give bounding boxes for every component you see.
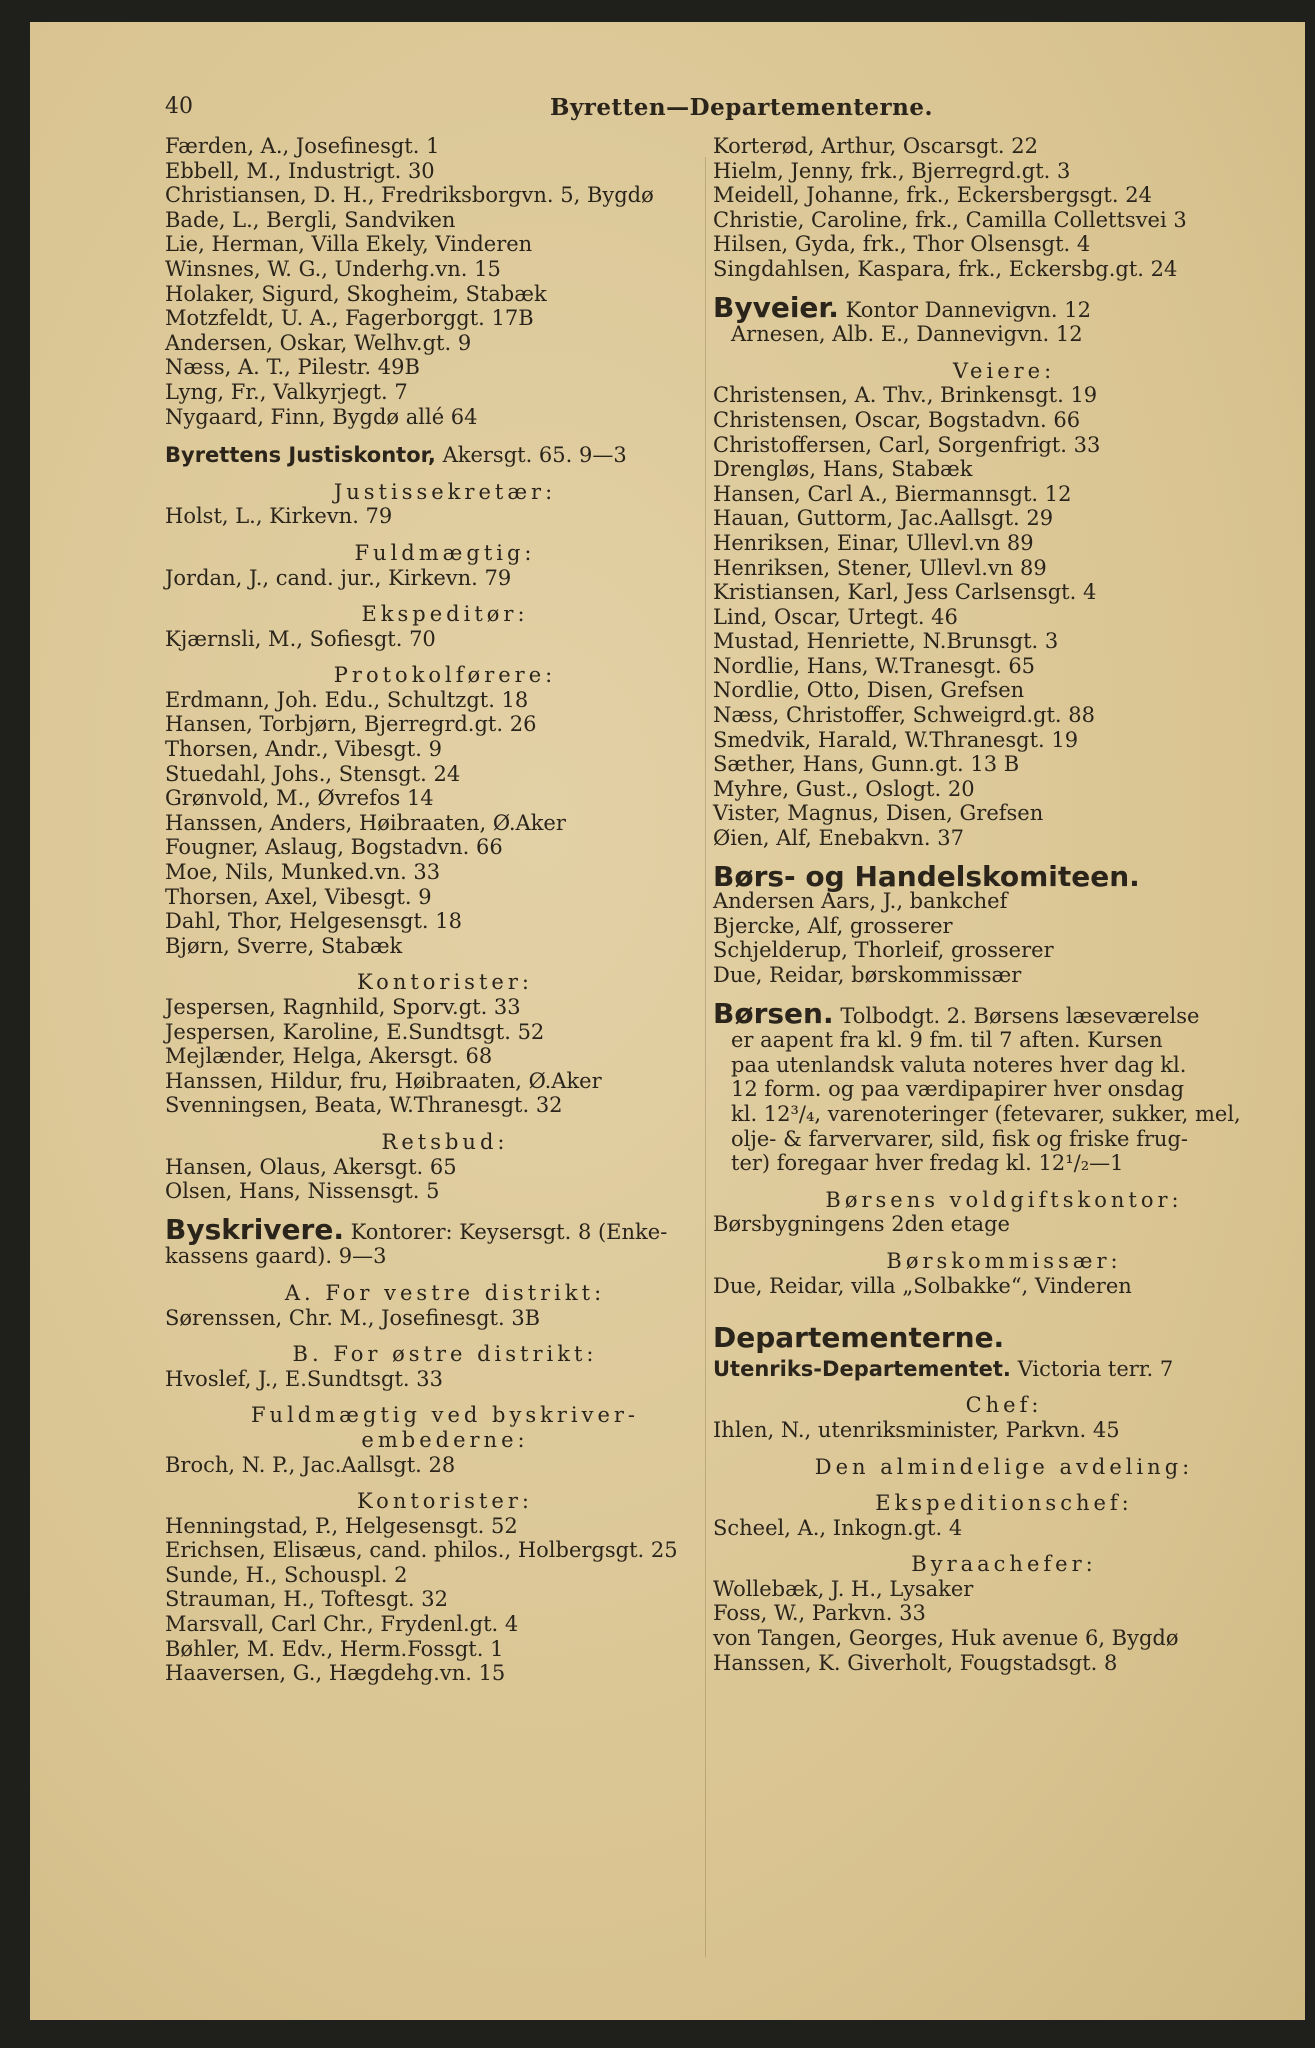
list-item: Kjærnsli, M., Sofiesgt. 70 — [165, 626, 436, 651]
subheading: Den almindelige avdeling: — [814, 1454, 1194, 1479]
subheading: Børsens voldgiftskontor: — [825, 1187, 1183, 1212]
paragraph-line: er aapent fra kl. 9 fm. til 7 aften. Kursen — [731, 1028, 1163, 1053]
handelskomiteen-title: Børs- og Handelskomiteen. — [713, 859, 1140, 893]
list-item: Nygaard, Finn, Bygdø allé 64 — [165, 404, 478, 429]
list-item: Christiansen, D. H., Fredriksborgvn. 5, Bygdø — [165, 183, 654, 208]
list-item: Wollebæk, J. H., Lysaker — [713, 1576, 974, 1601]
paragraph-line: kl. 12³/₄, varenoteringer (fetevarer, sukker, mel, — [731, 1101, 1241, 1126]
list-item: Hilsen, Gyda, frk., Thor Olsensgt. 4 — [713, 232, 1091, 257]
subheading: B. For østre distrikt: — [292, 1342, 598, 1367]
list-item: Drengløs, Hans, Stabæk — [713, 457, 973, 482]
list-item: Vister, Magnus, Disen, Grefsen — [713, 801, 1044, 826]
list-item: Øien, Alf, Enebakvn. 37 — [713, 826, 964, 851]
list-item: Motzfeldt, U. A., Fagerborggt. 17B — [165, 306, 534, 331]
list-item: Moe, Nils, Munked.vn. 33 — [165, 860, 441, 885]
list-item: Myhre, Gust., Oslogt. 20 — [713, 776, 975, 801]
list-item: Haaversen, G., Hægdehg.vn. 15 — [165, 1661, 506, 1686]
page-number: 40 — [165, 94, 193, 119]
list-item: Mejlænder, Helga, Akersgt. 68 — [165, 1044, 493, 1069]
list-item: Nordlie, Otto, Disen, Grefsen — [713, 678, 1025, 703]
page-header — [30, 94, 1305, 134]
list-item: Meidell, Johanne, frk., Eckersbergsgt. 24 — [713, 183, 1152, 208]
list-item: Marsvall, Carl Chr., Frydenl.gt. 4 — [165, 1612, 519, 1637]
list-item: Svenningsen, Beata, W.Thranesgt. 32 — [165, 1093, 563, 1118]
section-title: Utenriks-Departementet. — [713, 1356, 1011, 1381]
paragraph-line: olje- & farvervarer, sild, fisk og friske frug- — [731, 1126, 1188, 1151]
list-item: Foss, W., Parkvn. 33 — [713, 1601, 926, 1626]
list-item: Christensen, A. Thv., Brinkensgt. 19 — [713, 383, 1098, 408]
paragraph-line: ter) foregaar hver fredag kl. 12¹/₂—1 — [731, 1151, 1124, 1176]
section-address: Victoria terr. 7 — [1017, 1356, 1174, 1381]
justiskontor-heading — [165, 443, 725, 468]
list-item: Sæther, Hans, Gunn.gt. 13 B — [713, 752, 1020, 777]
list-item: Hansen, Carl A., Biermannsgt. 12 — [713, 481, 1072, 506]
list-item: Bjercke, Alf, grosserer — [713, 913, 953, 938]
list-item: Winsnes, W. G., Underhg.vn. 15 — [165, 256, 501, 281]
byveier-heading — [713, 290, 1295, 324]
section-text: kassens gaard). 9—3 — [165, 1244, 387, 1269]
subheading: Kontorister: — [357, 1489, 533, 1514]
list-item: Henningstad, P., Helgesensgt. 52 — [165, 1513, 518, 1538]
subheading: Fuldmægtig: — [354, 540, 536, 565]
list-item: Dahl, Thor, Helgesensgt. 18 — [165, 909, 462, 934]
section-title: Byveier. — [713, 290, 839, 324]
list-item: Stuedahl, Johs., Stensgt. 24 — [165, 761, 461, 786]
list-item: Nordlie, Hans, W.Tranesgt. 65 — [713, 653, 1036, 678]
list-item: Scheel, A., Inkogn.gt. 4 — [713, 1515, 963, 1540]
list-item: Kristiansen, Karl, Jess Carlsensgt. 4 — [713, 580, 1097, 605]
subheading: Kontorister: — [357, 970, 533, 995]
byskrivere-heading — [165, 1212, 725, 1246]
list-item: Henriksen, Stener, Ullevl.vn 89 — [713, 555, 1047, 580]
list-item: Næss, Christoffer, Schweigrd.gt. 88 — [713, 703, 1095, 728]
list-item: Ihlen, N., utenriksminister, Parkvn. 45 — [713, 1417, 1120, 1442]
section-address: Kontor Dannevigvn. 12 — [845, 297, 1091, 322]
left-column — [165, 134, 725, 1686]
list-item: Andersen, Oskar, Welhv.gt. 9 — [165, 330, 472, 355]
list-item: Holaker, Sigurd, Skogheim, Stabæk — [165, 281, 547, 306]
list-item: Christoffersen, Carl, Sorgenfrigt. 33 — [713, 432, 1101, 457]
list-item: Hansen, Torbjørn, Bjerregrd.gt. 26 — [165, 712, 537, 737]
list-item: Næss, A. T., Pilestr. 49B — [165, 355, 420, 380]
section-title: Børsen. — [713, 996, 834, 1030]
subheading: A. For vestre distrikt: — [284, 1280, 606, 1305]
borsen-paragraph — [713, 996, 1295, 1176]
list-item: Bjørn, Sverre, Stabæk — [165, 933, 403, 958]
list-item: Thorsen, Axel, Vibesgt. 9 — [165, 884, 432, 909]
list-item: Fougner, Aslaug, Bogstadvn. 66 — [165, 835, 503, 860]
subheading: Chef: — [965, 1393, 1043, 1418]
list-item: Mustad, Henriette, N.Brunsgt. 3 — [713, 629, 1059, 654]
list-item: Hanssen, Anders, Høibraaten, Ø.Aker — [165, 810, 566, 835]
list-item: Hielm, Jenny, frk., Bjerregrd.gt. 3 — [713, 158, 1071, 183]
section-title: Byskrivere. — [165, 1212, 344, 1246]
subheading: Justissekretær: — [333, 479, 557, 504]
list-item: Strauman, H., Toftesgt. 32 — [165, 1587, 448, 1612]
list-item: Færden, A., Josefinesgt. 1 — [165, 134, 440, 158]
list-item: Jespersen, Karoline, E.Sundtsgt. 52 — [165, 1019, 545, 1044]
subheading: Protokolførere: — [333, 663, 557, 688]
intro-entries-right — [713, 134, 1295, 282]
list-item: Broch, N. P., Jac.Aallsgt. 28 — [165, 1452, 456, 1477]
list-item: Smedvik, Harald, W.Thranesgt. 19 — [713, 727, 1079, 752]
subheading: Retsbud: — [381, 1129, 509, 1154]
list-item: Hansen, Olaus, Akersgt. 65 — [165, 1154, 457, 1179]
list-item: Bøhler, M. Edv., Herm.Fossgt. 1 — [165, 1636, 504, 1661]
right-column — [713, 134, 1295, 1675]
paragraph-line: Tolbodgt. 2. Børsens læseværelse — [840, 1003, 1200, 1028]
list-item: Lyng, Fr., Valkyrjegt. 7 — [165, 379, 408, 404]
list-item: Holst, L., Kirkevn. 79 — [165, 504, 393, 529]
list-item: Ebbell, M., Industrigt. 30 — [165, 158, 435, 183]
list-item: Jordan, J., cand. jur., Kirkevn. 79 — [165, 565, 512, 590]
running-head: Byretten—Departementerne. — [550, 94, 934, 121]
list-item: Sunde, H., Schouspl. 2 — [165, 1562, 408, 1587]
subheading: Ekspeditionschef: — [875, 1491, 1133, 1516]
departementerne-title: Departementerne. — [713, 1321, 1005, 1355]
list-item: Hauan, Guttorm, Jac.Aallsgt. 29 — [713, 506, 1054, 531]
intro-entries-left — [165, 134, 725, 429]
list-item: Sørenssen, Chr. M., Josefinesgt. 3B — [165, 1305, 541, 1330]
section-text: Kontorer: Keysersgt. 8 (Enke- — [350, 1219, 668, 1244]
list-item: Jespersen, Ragnhild, Sporv.gt. 33 — [165, 995, 521, 1019]
list-item: Olsen, Hans, Nissensgt. 5 — [165, 1179, 440, 1204]
paragraph-line: paa utenlandsk valuta noteres hver dag kl. — [731, 1052, 1187, 1077]
borsen-first-line — [713, 996, 1295, 1030]
subheading: Ekspeditør: — [361, 602, 529, 627]
directory-page — [30, 22, 1305, 2020]
list-item: Bade, L., Bergli, Sandviken — [165, 207, 456, 232]
list-item: Lie, Herman, Villa Ekely, Vinderen — [165, 232, 533, 257]
list-item: von Tangen, Georges, Huk avenue 6, Bygdø — [713, 1626, 1179, 1651]
list-item: Lind, Oscar, Urtegt. 46 — [713, 604, 958, 629]
list-item: Thorsen, Andr., Vibesgt. 9 — [165, 737, 442, 762]
list-item: Hanssen, Hildur, fru, Høibraaten, Ø.Aker — [165, 1068, 602, 1093]
list-item: Singdahlsen, Kaspara, frk., Eckersbg.gt. 24 — [713, 256, 1178, 281]
list-item: Erdmann, Joh. Edu., Schultzgt. 18 — [165, 687, 529, 712]
list-item: Børsbygningens 2den etage — [713, 1212, 1010, 1237]
list-item: Korterød, Arthur, Oscarsgt. 22 — [713, 134, 1038, 158]
list-item: Erichsen, Elisæus, cand. philos., Holbergsgt. 25 — [165, 1538, 678, 1563]
paragraph-line: 12 form. og paa værdipapirer hver onsdag — [731, 1077, 1185, 1102]
list-item: Due, Reidar, villa „Solbakke“, Vinderen — [713, 1273, 1132, 1298]
subheading: Fuldmægtig ved byskriver- — [250, 1403, 640, 1428]
subheading: Byraachefer: — [911, 1552, 1097, 1577]
list-item: Hvoslef, J., E.Sundtsgt. 33 — [165, 1366, 443, 1391]
subheading-continued: embederne: — [361, 1427, 529, 1452]
list-item: Christie, Caroline, frk., Camilla Collettsvei 3 — [713, 207, 1187, 232]
utenriks-heading — [713, 1357, 1295, 1382]
list-item: Hanssen, K. Giverholt, Fougstadsgt. 8 — [713, 1650, 1118, 1675]
section-address: Akersgt. 65. 9—3 — [442, 443, 627, 468]
subheading: Børskommissær: — [886, 1248, 1122, 1273]
list-item: Grønvold, M., Øvrefos 14 — [165, 786, 434, 811]
list-item: Due, Reidar, børskommissær — [713, 963, 1022, 987]
list-item: Andersen Aars, J., bankchef — [713, 889, 1008, 914]
subheading: Veiere: — [952, 358, 1056, 383]
list-item: Arnesen, Alb. E., Dannevigvn. 12 — [731, 322, 1083, 347]
list-item: Schjelderup, Thorleif, grosserer — [713, 938, 1054, 963]
section-title: Byrettens Justiskontor, — [165, 443, 436, 468]
list-item: Christensen, Oscar, Bogstadvn. 66 — [713, 407, 1081, 432]
list-item: Henriksen, Einar, Ullevl.vn 89 — [713, 530, 1034, 555]
